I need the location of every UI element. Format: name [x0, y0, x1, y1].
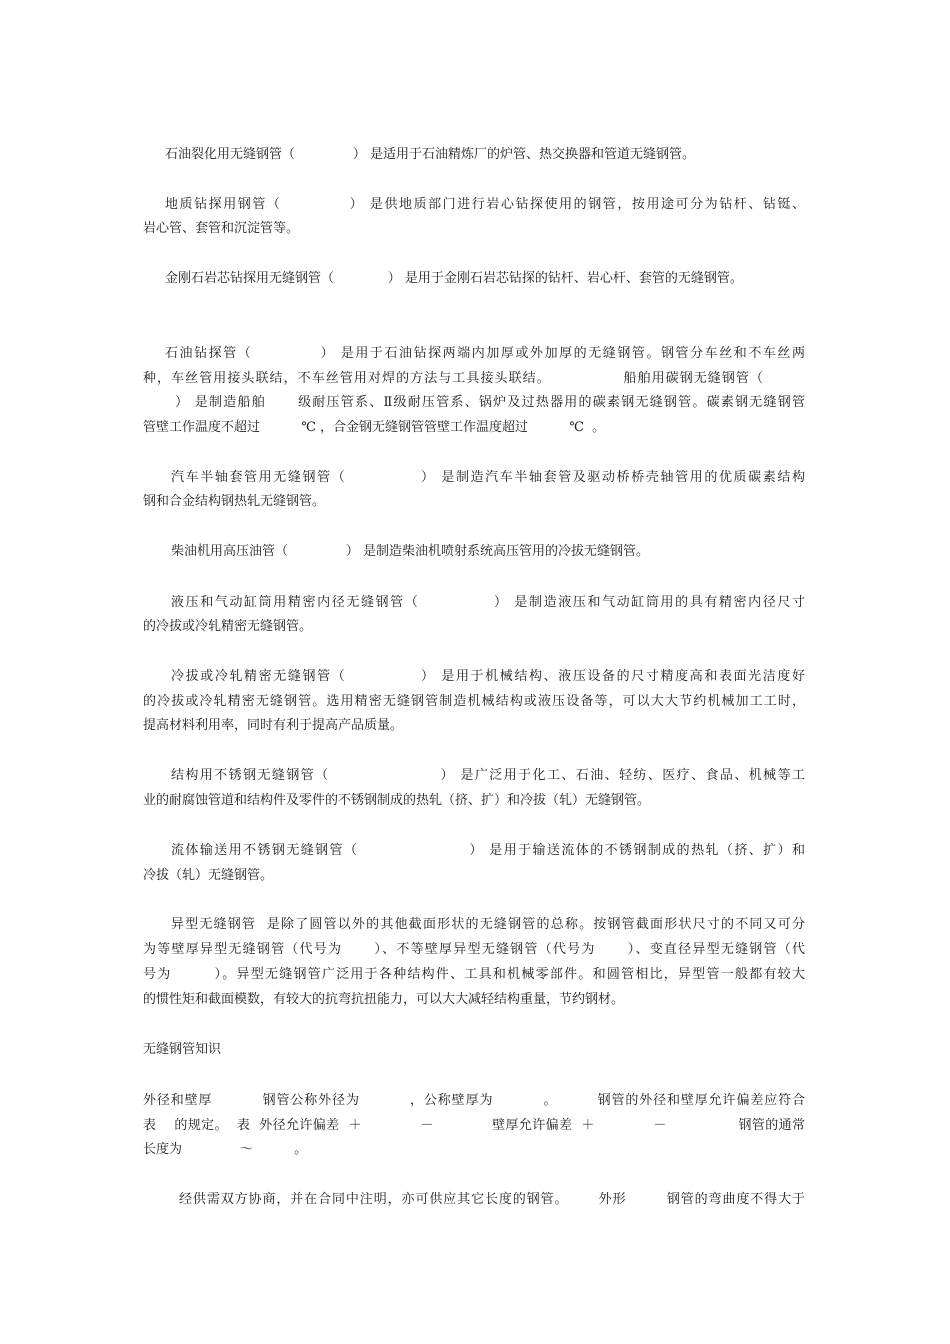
- para-hydraulic-cylinder-line2: 的冷拔或冷轧精密无缝钢管。: [143, 619, 313, 634]
- para-petroleum-cracking-tube: 石油裂化用无缝钢管（ ） 是适用于石油精炼厂的炉管、热交换器和管道无缝钢管。: [165, 147, 695, 162]
- para-diamond-core-drilling: 金刚石岩芯钻探用无缝钢管（ ） 是用于金刚石岩芯钻探的钻杆、岩心杆、套管的无缝钢管。: [165, 271, 743, 286]
- para-structural-stainless-line2: 业的耐腐蚀管道和结构件及零件的不锈钢制成的热轧（挤、扩）和冷拔（轧）无缝钢管。: [143, 793, 651, 808]
- para-dimensions-line3: 长度为 ～ 。: [143, 1142, 308, 1157]
- para-structural-stainless-line1: 结构用不锈钢无缝钢管（ ） 是广泛用于化工、石油、轻纺、医疗、食品、机械等工: [171, 768, 805, 783]
- para-length-agreement: 经供需双方协商，并在合同中注明，亦可供应其它长度的钢管。 外形 钢管的弯曲度不得大于: [179, 1192, 805, 1207]
- para-precision-tube-line3: 提高材料利用率，同时有利于提高产品质量。: [143, 718, 404, 733]
- para-dimensions-line2: 表 的规定。 表 外径允许偏差 ＋ － 壁厚允许偏差 ＋ － 钢管的通常: [143, 1118, 805, 1133]
- para-special-shaped-line1: 异型无缝钢管 是除了圆管以外的其他截面形状的无缝钢管的总称。按钢管截面形状尺寸的不同又可分: [171, 917, 805, 932]
- para-diesel-fuel-line: 柴油机用高压油管（ ） 是制造柴油机喷射系统高压管用的冷拔无缝钢管。: [171, 544, 649, 559]
- para-special-shaped-line3: 号为 ）。异型无缝钢管广泛用于各种结构件、工具和机械零部件。和圆管相比，异型管一般都有较大: [143, 967, 805, 982]
- para-auto-axle-line2: 钢和合金结构钢热轧无缝钢管。: [143, 494, 326, 509]
- para-fluid-stainless-line1: 流体输送用不锈钢无缝钢管（ ） 是用于输送流体的不锈钢制成的热轧（挤、扩）和: [171, 843, 805, 858]
- section-heading-seamless-knowledge: 无缝钢管知识: [143, 1042, 222, 1057]
- para-auto-axle-line1: 汽车半轴套管用无缝钢管（ ） 是制造汽车半轴套管及驱动桥桥壳轴管用的优质碳素结构: [171, 470, 805, 485]
- para-oil-drill-pipe-line1: 石油钻探管（ ） 是用于石油钻探两端内加厚或外加厚的无缝钢管。钢管分车丝和不车丝两: [165, 346, 805, 361]
- para-geological-drilling-line1: 地质钻探用钢管（ ） 是供地质部门进行岩心钻探使用的钢管，按用途可分为钻杆、钻铤、: [165, 197, 805, 212]
- para-ship-pipe-line1: ） 是制造船舶 级耐压管系、Ⅱ级耐压管系、锅炉及过热器用的碳素钢无缝钢管。碳素钢无缝钢管: [143, 395, 805, 410]
- para-oil-drill-pipe-line2: 种，车丝管用接头联结，不车丝管用对焊的方法与工具接头联结。 船舶用碳钢无缝钢管（: [143, 371, 763, 386]
- para-dimensions-line1: 外径和壁厚 钢管公称外径为 ，公称壁厚为 。 钢管的外径和壁厚允许偏差应符合: [143, 1093, 805, 1108]
- para-precision-tube-line2: 的冷拔或冷轧精密无缝钢管。选用精密无缝钢管制造机械结构或液压设备等，可以大大节约机械加工工时，: [143, 694, 805, 709]
- para-geological-drilling-line2: 岩心管、套管和沉淀管等。: [143, 221, 300, 236]
- para-fluid-stainless-line2: 冷拔（轧）无缝钢管。: [143, 868, 274, 883]
- para-precision-tube-line1: 冷拔或冷轧精密无缝钢管（ ） 是用于机械结构、液压设备的尺寸精度高和表面光洁度好: [171, 669, 805, 684]
- para-special-shaped-line4: 的惯性矩和截面模数，有较大的抗弯抗扭能力，可以大大减轻结构重量，节约钢材。: [143, 992, 625, 1007]
- para-ship-pipe-line2: 管壁工作温度不超过 ℃ ，合金钢无缝钢管管壁工作温度超过 ℃ 。: [143, 420, 606, 435]
- para-special-shaped-line2: 为等壁厚异型无缝钢管（代号为 ）、不等壁厚异型无缝钢管（代号为 ）、变直径异型无缝钢管（代: [143, 942, 805, 957]
- para-hydraulic-cylinder-line1: 液压和气动缸筒用精密内径无缝钢管（ ） 是制造液压和气动缸筒用的具有精密内径尺寸: [171, 595, 805, 610]
